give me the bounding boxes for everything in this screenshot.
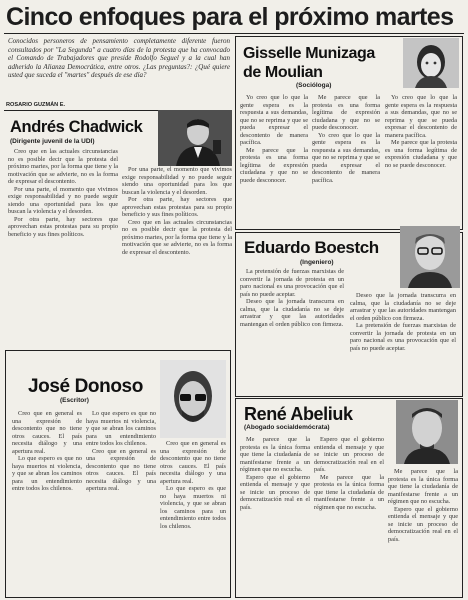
- name-andres-chadwick: Andrés Chadwick: [10, 118, 143, 136]
- photo-abeliuk: [396, 400, 458, 464]
- photo-donoso: [160, 360, 226, 438]
- column-munizaga-text-2: Me parece que la protesta es una forma legítima de expresión ciudadana y que no se puede desconocer. Yo creo que lo que la gente espera es la respuesta a sus demandas, que no se reprima y que se pueda expresar el descontento de manera pacífica.: [312, 94, 380, 185]
- byline: ROSARIO GUZMÁN E.: [6, 102, 66, 108]
- intro-paragraph: Conocidos personeros de pensamiento completamente diferente fueron consultados por "La Segunda" a cuatro días de la protesta que ha convocado el Comando de Trabajadores que preside Rodolfo Seguel y a la cual han adherido la Alianza Democrática, entre otros. ¿Las preguntas?: ¿Qué quiere usted que suceda el "martes" después de ese día?: [8, 37, 230, 80]
- photo-andres-chadwick: [158, 110, 232, 166]
- column-chadwick-text-2: Por una parte, el momento que vivimos exige responsabilidad y no puede seguir siendo una oportunidad para los que buscan la violencia y el desorden. Por otra parte, hay sectores que aprovechan estas protestas para su propio beneficio y sus fines políticos. Creo que en las actuales circunstancias no es posible decir que la protesta del próximo martes, por la forma que tiene y la motivación que se advierte, no es la forma de expresar el descontento.: [122, 166, 232, 257]
- column-boestch-text-2: Deseo que la jornada transcurra en calma, que la ciudadanía no se deje arrastrar y que las autoridades mantengan el orden público con firmeza. La pretensión de fuerzas marxistas de convertir la jornada de protesta en un paro nacional es una provocación que el país no puede aceptar.: [350, 292, 456, 352]
- name-boestch: Eduardo Boestch: [244, 238, 379, 257]
- role-andres-chadwick: (Dirigente juvenil de la UDI): [10, 138, 95, 145]
- headline: Cinco enfoques para el próximo martes: [6, 3, 454, 31]
- name-abeliuk: René Abeliuk: [244, 404, 353, 424]
- column-munizaga-text-1: Yo creo que lo que la gente espera es la respuesta a sus demandas, que no se reprima y que se pueda expresar el descontento de manera pacífica. Me parece que la protesta es una forma legítima de expresión ciudadana y que no se puede desconocer.: [240, 94, 308, 185]
- role-munizaga: (Socióloga): [296, 82, 332, 89]
- column-chadwick-text-1: Creo que en las actuales circunstancias no es posible decir que la protesta del próximo martes, por la forma que tiene y la motivación que se advierte, no es la forma de expresar el descontento. Por una parte, el momento que vivimos exige responsabilidad y no puede seguir siendo una oportunidad para los que buscan la violencia y el desorden. Por otra parte, hay sectores que aprovechan estas protestas para su propio beneficio y sus fines políticos.: [8, 148, 118, 239]
- role-donoso: (Escritor): [60, 397, 89, 404]
- column-donoso-text-1: Creo que en general es una expresión de descontento que no tiene otros cauces. El país necesita diálogo y una apertura real. Lo que espero es que no haya muertos ni violencia, y que se abran los caminos para un entendimiento entre todos los chilenos.: [12, 410, 82, 493]
- column-munizaga-text-3: Yo creo que lo que la gente espera es la respuesta a sus demandas, que no se reprima y que se pueda expresar el descontento de manera pacífica. Me parece que la protesta es una forma legítima de expresión ciudadana y que no se puede desconocer.: [385, 94, 457, 169]
- headline-rule: [4, 33, 464, 34]
- column-donoso-text-2: Lo que espero es que no haya muertos ni violencia, y que se abran los caminos para un entendimiento entre todos los chilenos. Creo que en general es una expresión de descontento que no tiene otros cauces. El país necesita diálogo y una apertura real.: [86, 410, 156, 493]
- column-boestch-text-1: La pretensión de fuerzas marxistas de convertir la jornada de protesta en un paro nacional es una provocación que el país no puede aceptar. Deseo que la jornada transcurra en calma, que la ciudadanía no se deje arrastrar y que las autoridades mantengan el orden público con firmeza.: [240, 268, 344, 328]
- photo-boestch: [400, 226, 460, 288]
- name-donoso: José Donoso: [28, 376, 143, 397]
- column-donoso-text-3: Creo que en general es una expresión de descontento que no tiene otros cauces. El país necesita diálogo y una apertura real. Lo que espero es que no haya muertos ni violencia, y que se abran los caminos para un entendimiento entre todos los chilenos.: [160, 440, 226, 531]
- column-abeliuk-text-3: Me parece que la protesta es la única forma que tiene la ciudadanía de manifestarse frente a un régimen que no escucha. Espero que el gobierno entienda el mensaje y que se inicie un proceso de democratización real en el país.: [388, 468, 458, 543]
- photo-munizaga: [403, 38, 459, 88]
- column-abeliuk-text-2: Espero que el gobierno entienda el mensaje y que se inicie un proceso de democratización real en el país. Me parece que la protesta es la única forma que tiene la ciudadanía de manifestarse frente a un régimen que no escucha.: [314, 436, 384, 511]
- role-abeliuk: (Abogado socialdemócrata): [244, 424, 330, 431]
- name-munizaga: Gisselle Munizaga de Moulian: [243, 45, 375, 81]
- role-boestch: (Ingeniero): [300, 259, 334, 266]
- column-abeliuk-text-1: Me parece que la protesta es la única forma que tiene la ciudadanía de manifestarse frente a un régimen que no escucha. Espero que el gobierno entienda el mensaje y que se inicie un proceso de democratización real en el país.: [240, 436, 310, 511]
